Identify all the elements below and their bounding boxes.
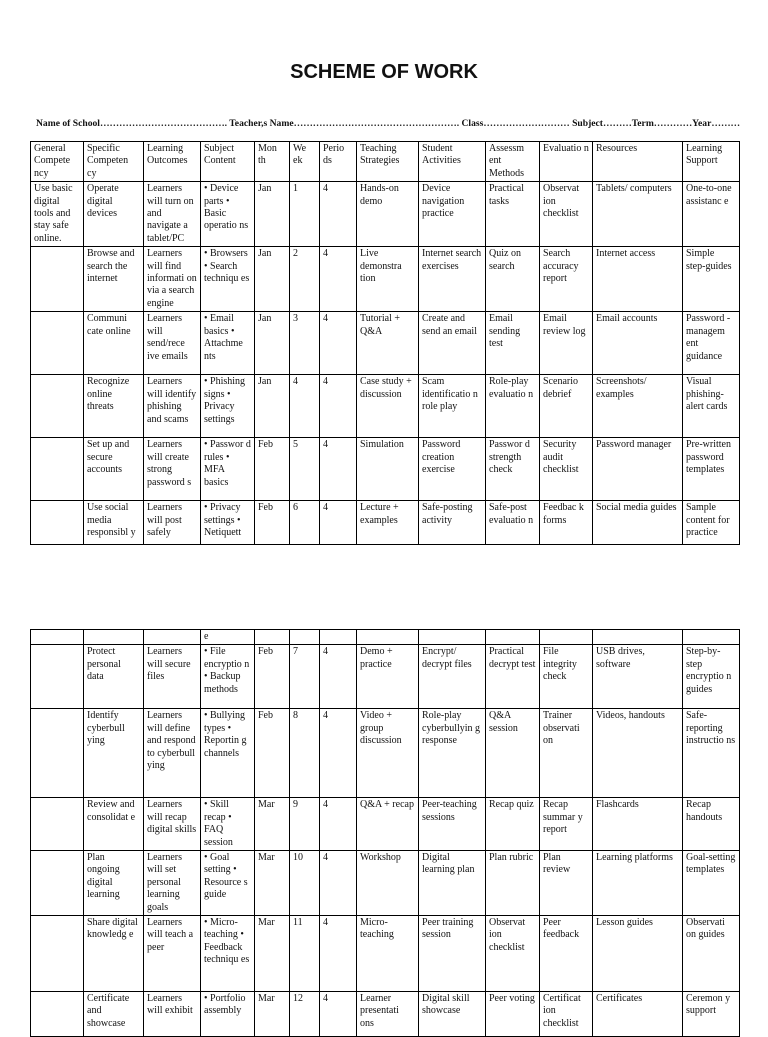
- table-row: [31, 992, 740, 1037]
- table-cell: • File encryptio n • Backup methods: [201, 645, 255, 709]
- table-cell: • Browsers • Search techniqu es: [201, 247, 255, 312]
- table-cell: Hands-on demo: [357, 182, 419, 247]
- table-cell: [255, 630, 290, 645]
- table-cell: [683, 630, 740, 645]
- table-cell: File integrity check: [540, 645, 593, 709]
- table-cell: [31, 247, 84, 312]
- table-cell: Peer feedback: [540, 916, 593, 992]
- table-cell: 4: [290, 375, 320, 438]
- table-cell: [31, 645, 84, 709]
- table-cell: Peer-teaching sessions: [419, 798, 486, 851]
- table-cell: • Goal setting • Resource s guide: [201, 851, 255, 916]
- table-cell: [540, 630, 593, 645]
- table-row: [31, 798, 740, 851]
- table-cell: 8: [290, 709, 320, 798]
- table-cell: 10: [290, 851, 320, 916]
- table-cell: Tutorial + Q&A: [357, 312, 419, 375]
- table-cell: Feb: [255, 438, 290, 501]
- table-cell: Learners will find informati on via a search engine: [144, 247, 201, 312]
- table-cell: Workshop: [357, 851, 419, 916]
- table-cell: e: [201, 630, 255, 645]
- table-cell: • Privacy settings • Netiquett: [201, 501, 255, 545]
- table-cell: 4: [320, 312, 357, 375]
- table-cell: Screenshots/ examples: [593, 375, 683, 438]
- table-cell: Learners will post safely: [144, 501, 201, 545]
- table-cell: • Passwor d rules • MFA basics: [201, 438, 255, 501]
- table-cell: Learning Support: [683, 142, 740, 182]
- table-cell: [31, 501, 84, 545]
- table-cell: Demo + practice: [357, 645, 419, 709]
- table-cell: Digital learning plan: [419, 851, 486, 916]
- table-cell: USB drives, software: [593, 645, 683, 709]
- table-cell: Mon th: [255, 142, 290, 182]
- table-cell: [419, 630, 486, 645]
- table-cell: [31, 992, 84, 1037]
- table-cell: 1: [290, 182, 320, 247]
- table-cell: Learners will set personal learning goals: [144, 851, 201, 916]
- table-cell: Learners will send/rece ive emails: [144, 312, 201, 375]
- table-cell: Sample content for practice: [683, 501, 740, 545]
- table-cell: 2: [290, 247, 320, 312]
- table-cell: Evaluatio n: [540, 142, 593, 182]
- table-cell: Passwor d strength check: [486, 438, 540, 501]
- table-cell: 4: [320, 645, 357, 709]
- table-cell: Jan: [255, 375, 290, 438]
- table-cell: Q&A + recap: [357, 798, 419, 851]
- table-cell: Practical decrypt test: [486, 645, 540, 709]
- table-cell: • Bullying types • Reportin g channels: [201, 709, 255, 798]
- table-cell: Security audit checklist: [540, 438, 593, 501]
- table-cell: Create and send an email: [419, 312, 486, 375]
- table-cell: 4: [320, 375, 357, 438]
- table-cell: Plan ongoing digital learning: [84, 851, 144, 916]
- table-cell: Quiz on search: [486, 247, 540, 312]
- table-cell: Learners will create strong password s: [144, 438, 201, 501]
- table-cell: [357, 630, 419, 645]
- table-row: [31, 312, 740, 375]
- table-cell: [31, 438, 84, 501]
- table-cell: Mar: [255, 992, 290, 1037]
- table-row: [31, 851, 740, 916]
- table-cell: Video + group discussion: [357, 709, 419, 798]
- table-row: [31, 709, 740, 798]
- scheme-table-page-1: [30, 141, 740, 545]
- table-cell: Micro-teaching: [357, 916, 419, 992]
- table-cell: Email accounts: [593, 312, 683, 375]
- page-title: SCHEME OF WORK: [290, 61, 478, 83]
- table-cell: Tablets/ computers: [593, 182, 683, 247]
- table-cell: Recap handouts: [683, 798, 740, 851]
- table-cell: 4: [320, 247, 357, 312]
- table-cell: Q&A session: [486, 709, 540, 798]
- table-cell: Learners will teach a peer: [144, 916, 201, 992]
- table-cell: Feb: [255, 645, 290, 709]
- table-cell: Plan review: [540, 851, 593, 916]
- table-cell: 7: [290, 645, 320, 709]
- table-cell: [144, 630, 201, 645]
- table-cell: Mar: [255, 851, 290, 916]
- table-cell: Learners will recap digital skills: [144, 798, 201, 851]
- table-cell: 12: [290, 992, 320, 1037]
- table-cell: Internet access: [593, 247, 683, 312]
- table-cell: Feedbac k forms: [540, 501, 593, 545]
- table-cell: 6: [290, 501, 320, 545]
- table-cell: Jan: [255, 312, 290, 375]
- table-cell: Operate digital devices: [84, 182, 144, 247]
- table-cell: Case study + discussion: [357, 375, 419, 438]
- table-cell: Learners will secure files: [144, 645, 201, 709]
- table-cell: Perio ds: [320, 142, 357, 182]
- table-cell: Observat ion checklist: [540, 182, 593, 247]
- table-cell: • Device parts • Basic operatio ns: [201, 182, 255, 247]
- table-cell: Subject Content: [201, 142, 255, 182]
- table-cell: Password - managem ent guidance: [683, 312, 740, 375]
- table-cell: [31, 916, 84, 992]
- table-cell: Email review log: [540, 312, 593, 375]
- table-cell: Safe-posting activity: [419, 501, 486, 545]
- table-cell: Digital skill showcase: [419, 992, 486, 1037]
- table-cell: Password creation exercise: [419, 438, 486, 501]
- table-cell: [320, 630, 357, 645]
- table-cell: Feb: [255, 709, 290, 798]
- table-cell: Lesson guides: [593, 916, 683, 992]
- table-cell: Lecture + examples: [357, 501, 419, 545]
- table-cell: Jan: [255, 247, 290, 312]
- table-cell: [84, 630, 144, 645]
- table-cell: Resources: [593, 142, 683, 182]
- table-cell: Communi cate online: [84, 312, 144, 375]
- table-cell: Flashcards: [593, 798, 683, 851]
- table-cell: One-to-one assistanc e: [683, 182, 740, 247]
- table-cell: Peer voting: [486, 992, 540, 1037]
- table-cell: Step-by-step encryptio n guides: [683, 645, 740, 709]
- table-cell: We ek: [290, 142, 320, 182]
- table-cell: Learners will identify phishing and scams: [144, 375, 201, 438]
- table-cell: Simple step-guides: [683, 247, 740, 312]
- table-cell: [593, 630, 683, 645]
- table-cell: 4: [320, 438, 357, 501]
- table-cell: [31, 851, 84, 916]
- table-cell: [31, 709, 84, 798]
- table-cell: Trainer observati on: [540, 709, 593, 798]
- table-cell: Certificate and showcase: [84, 992, 144, 1037]
- table-cell: Learners will exhibit: [144, 992, 201, 1037]
- table-cell: • Skill recap • FAQ session: [201, 798, 255, 851]
- table-cell: 9: [290, 798, 320, 851]
- table-cell: Specific Competen cy: [84, 142, 144, 182]
- table-cell: • Micro-teaching • Feedback techniqu es: [201, 916, 255, 992]
- table-cell: • Email basics • Attachme nts: [201, 312, 255, 375]
- table-cell: Identify cyberbull ying: [84, 709, 144, 798]
- table-cell: Search accuracy report: [540, 247, 593, 312]
- table-cell: Learners will turn on and navigate a tablet/PC: [144, 182, 201, 247]
- table-cell: [31, 630, 84, 645]
- table-cell: Safe-post evaluatio n: [486, 501, 540, 545]
- table-cell: [31, 312, 84, 375]
- table-cell: 4: [320, 709, 357, 798]
- table-cell: Observati on guides: [683, 916, 740, 992]
- table-cell: Practical tasks: [486, 182, 540, 247]
- table-cell: Visual phishing-alert cards: [683, 375, 740, 438]
- table-cell: 4: [320, 798, 357, 851]
- table-cell: 3: [290, 312, 320, 375]
- table-cell: Observat ion checklist: [486, 916, 540, 992]
- table-cell: Certificates: [593, 992, 683, 1037]
- table-cell: Password manager: [593, 438, 683, 501]
- table-cell: Scenario debrief: [540, 375, 593, 438]
- table-cell: Email sending test: [486, 312, 540, 375]
- table-row: [31, 182, 740, 247]
- scheme-table-page-2: [30, 629, 740, 1037]
- table-cell: Ceremon y support: [683, 992, 740, 1037]
- table-cell: General Compete ncy: [31, 142, 84, 182]
- table-cell: Device navigation practice: [419, 182, 486, 247]
- table-cell: Certificat ion checklist: [540, 992, 593, 1037]
- table-cell: Learning Outcomes: [144, 142, 201, 182]
- table-cell: Mar: [255, 916, 290, 992]
- table-cell: Role-play cyberbullyin g response: [419, 709, 486, 798]
- table-cell: Internet search exercises: [419, 247, 486, 312]
- table-cell: Learners will define and respond to cyberbull ying: [144, 709, 201, 798]
- table-cell: Plan rubric: [486, 851, 540, 916]
- table-cell: [290, 630, 320, 645]
- table-cell: [486, 630, 540, 645]
- table-cell: Pre-written password templates: [683, 438, 740, 501]
- table-cell: 4: [320, 851, 357, 916]
- table-row: [31, 645, 740, 709]
- table-cell: Use basic digital tools and stay safe online.: [31, 182, 84, 247]
- table-cell: Feb: [255, 501, 290, 545]
- table-row: [31, 916, 740, 992]
- table-cell: Live demonstra tion: [357, 247, 419, 312]
- table-header-row: [31, 142, 740, 182]
- table-cell: Scam identificatio n role play: [419, 375, 486, 438]
- table-cell: Assessm ent Methods: [486, 142, 540, 182]
- table-cell: Peer training session: [419, 916, 486, 992]
- table-cell: Role-play evaluatio n: [486, 375, 540, 438]
- table-row: [31, 501, 740, 545]
- table-row: [31, 630, 740, 645]
- table-cell: • Portfolio assembly: [201, 992, 255, 1037]
- table-cell: • Phishing signs • Privacy settings: [201, 375, 255, 438]
- table-cell: Jan: [255, 182, 290, 247]
- table-cell: Student Activities: [419, 142, 486, 182]
- table-cell: 11: [290, 916, 320, 992]
- table-cell: 4: [320, 992, 357, 1037]
- table-cell: 4: [320, 501, 357, 545]
- table-cell: 5: [290, 438, 320, 501]
- table-row: [31, 375, 740, 438]
- table-cell: Mar: [255, 798, 290, 851]
- table-cell: Review and consolidat e: [84, 798, 144, 851]
- table-cell: 4: [320, 916, 357, 992]
- table-cell: Teaching Strategies: [357, 142, 419, 182]
- table-cell: Learner presentati ons: [357, 992, 419, 1037]
- table-cell: Recap quiz: [486, 798, 540, 851]
- table-cell: [31, 375, 84, 438]
- table-cell: Simulation: [357, 438, 419, 501]
- table-cell: Goal-setting templates: [683, 851, 740, 916]
- table-cell: Videos, handouts: [593, 709, 683, 798]
- table-cell: Use social media responsibl y: [84, 501, 144, 545]
- table-cell: Protect personal data: [84, 645, 144, 709]
- table-cell: Set up and secure accounts: [84, 438, 144, 501]
- table-cell: Browse and search the internet: [84, 247, 144, 312]
- table-cell: Learning platforms: [593, 851, 683, 916]
- table-cell: Recognize online threats: [84, 375, 144, 438]
- table-cell: Share digital knowledg e: [84, 916, 144, 992]
- table-cell: Recap summar y report: [540, 798, 593, 851]
- table-cell: Safe-reporting instructio ns: [683, 709, 740, 798]
- table-cell: [31, 798, 84, 851]
- table-cell: 4: [320, 182, 357, 247]
- table-cell: Social media guides: [593, 501, 683, 545]
- table-row: [31, 247, 740, 312]
- table-cell: Encrypt/ decrypt files: [419, 645, 486, 709]
- school-info-line: Name of School…………………………………. Teacher,s Name……………………………………………. Class……………………… Subject………Term…………Year………: [36, 118, 741, 129]
- table-row: [31, 438, 740, 501]
